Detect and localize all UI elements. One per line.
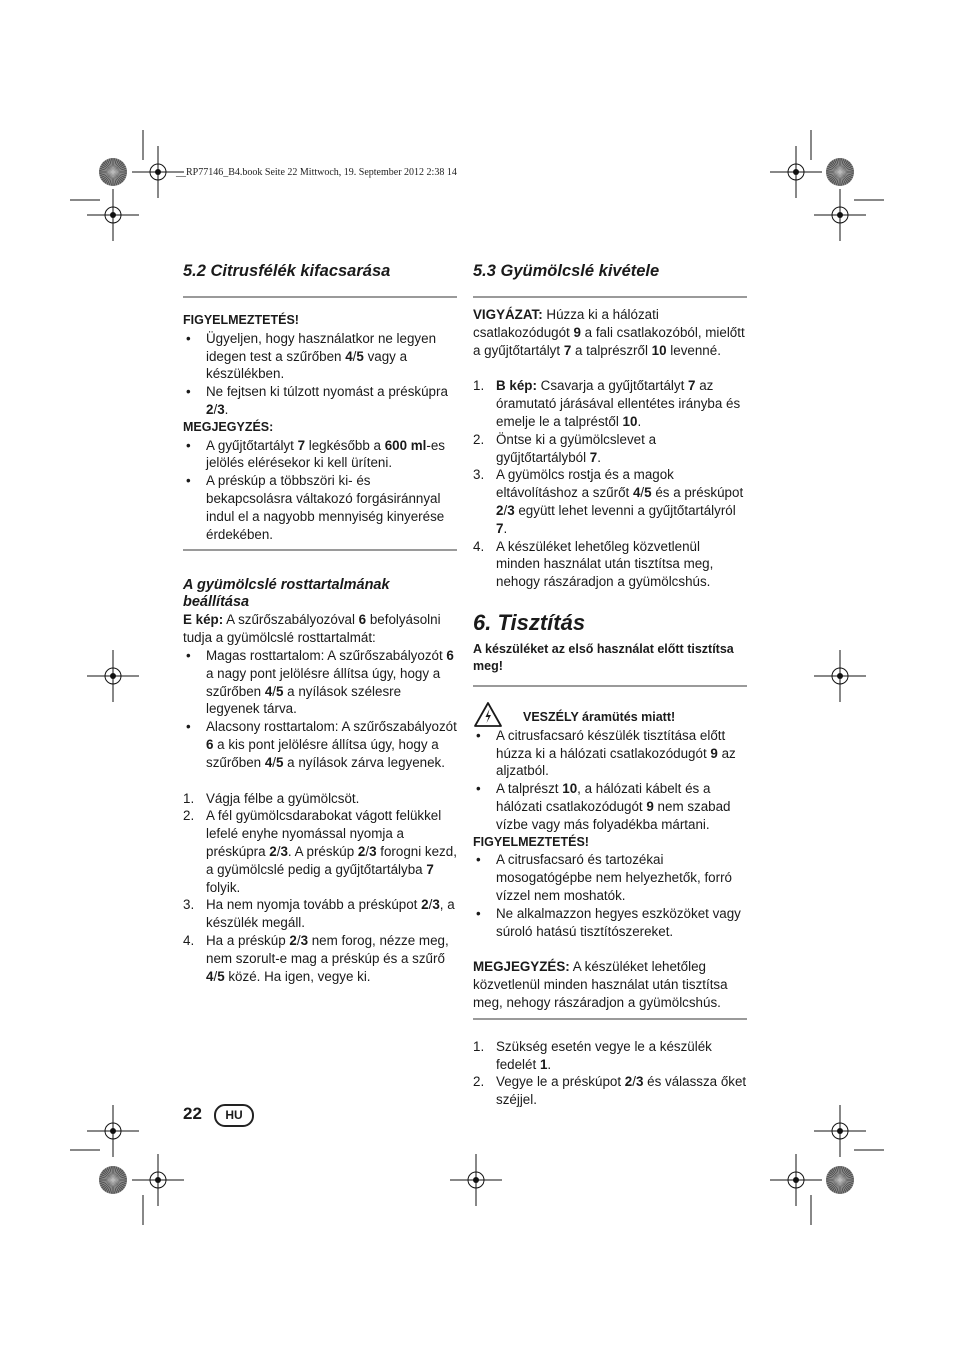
section-divider	[473, 1018, 747, 1020]
section-divider	[473, 685, 747, 687]
list-item: • Ne fejtsen ki túlzott nyomást a préskúpra 2/3.	[186, 384, 448, 417]
section-divider	[183, 549, 457, 551]
step-item: 2. A fél gyümölcsdarabokat vágott felükkel lefelé enyhe nyomással nyomja a préskúpra 2/3. A préskúp 2/3 forogni kezd, a gyümölcslé pedig a gyűjtőtartályba 7 folyik.	[183, 808, 457, 895]
warning-list	[473, 851, 747, 940]
fiber-list	[183, 647, 457, 772]
language-badge: HU	[214, 1104, 254, 1127]
section-5-2-title: 5.2 Citrusfélék kifacsarása	[183, 262, 391, 280]
electric-hazard-icon	[473, 701, 503, 728]
juicing-steps	[183, 790, 457, 986]
step-item: 1. Szükség esetén vegye le a készülék fedelét 1.	[473, 1038, 712, 1072]
warning-label: FIGYELMEZTETÉS!	[473, 834, 589, 849]
note-label: MEGJEGYZÉS:	[473, 959, 570, 975]
step-item: 4. Ha a préskúp 2/3 nem forog, nézze meg, nem szorult-e mag a préskúp és a szűrő 4/5 közé. Ha igen, vegye ki.	[183, 932, 449, 984]
figure-e-label: E kép:	[183, 612, 224, 628]
note-list	[183, 437, 457, 544]
step-item: 4. A készüléket lehetőleg közvetlenül minden használat után tisztítsa meg, nehogy rászáradjon a gyümölcshús.	[473, 538, 714, 590]
fiber-subsection-title: A gyümölcslé rosttartalmának beállítása	[183, 577, 390, 611]
list-item: • A gyűjtőtartályt 7 legkésőbb a 600 ml-es jelölés elérésekor ki kell üríteni.	[186, 437, 445, 471]
cleaning-steps	[473, 1038, 747, 1109]
section-6-title: 6. Tisztítás	[473, 609, 586, 635]
section-5-3-title: 5.3 Gyümölcslé kivétele	[473, 262, 660, 280]
list-item: • Alacsony rosttartalom: A szűrőszabályozót 6 a kis pont jelölésre állítsa úgy, hogy a szűrőben 4/5 a nyílások zárva legyenek.	[186, 719, 457, 770]
left-column	[183, 260, 457, 985]
caution-paragraph: VIGYÁZAT: Húzza ki a hálózati csatlakozódugót 9 a fali csatlakozóból, mielőtt a gyűjtőtartályt 7 a talprészről 10 levenné.	[473, 307, 745, 358]
list-item: • A talprészt 10, a hálózati kábelt és a hálózati csatlakozódugót 9 nem szabad vízbe vagy más folyadékba mártani.	[476, 781, 731, 832]
danger-list	[473, 727, 747, 834]
step-item: 3. A gyümölcs rostja és a magok eltávolításhoz a szűrőt 4/5 és a préskúpot 2/3 együtt lehet levenni a gyűjtőtartályról 7.	[473, 467, 744, 536]
section-divider	[183, 296, 457, 298]
step-item: 3. Ha nem nyomja tovább a préskúpot 2/3, a készülék megáll.	[183, 897, 455, 931]
note-paragraph	[473, 958, 747, 1011]
list-item: • Magas rosttartalom: A szűrőszabályozót 6 a nagy pont jelölésre állítsa úgy, hogy a szűrőben 4/5 a nyílások szélesre legyenek tárva.	[186, 647, 454, 717]
caution-label: VIGYÁZAT:	[473, 307, 543, 322]
note-label: MEGJEGYZÉS:	[183, 419, 274, 434]
removal-steps	[473, 377, 747, 591]
warning-label: FIGYELMEZTETÉS!	[183, 313, 299, 327]
list-item: • A préskúp a többszöri ki- és bekapcsolásra váltakozó forgásiránnyal indul el a nagyobb mennyiség kinyerése érdekében.	[186, 473, 445, 542]
danger-label: VESZÉLY áramütés miatt!	[523, 709, 676, 724]
step-item: 2. Öntse ki a gyümölcslevet a gyűjtőtartályból 7.	[473, 431, 657, 465]
section-divider	[473, 296, 747, 298]
right-column	[473, 260, 747, 1109]
list-item: • A citrusfacsaró és tartozékai mosogatógépbe nem helyezhetők, forró vízzel nem moshatók.	[476, 852, 732, 903]
step-item: 1. B kép: Csavarja a gyűjtőtartályt 7 az óramutató járásával ellentétes irányba és emelje le a talpréstől 10.	[473, 378, 741, 429]
list-item: • A citrusfacsaró készülék tisztítása előtt húzza ki a hálózati csatlakozódugót 9 az aljzatból.	[476, 727, 736, 779]
warning-list	[183, 330, 457, 419]
page-number: 22	[183, 1104, 202, 1123]
fiber-intro: E kép: A szűrőszabályozóval 6 befolyásolni tudja a gyümölcslé rosttartalmát:	[183, 612, 441, 646]
list-item: • Ne alkalmazzon hegyes eszközöket vagy súroló hatású tisztítószereket.	[476, 905, 741, 939]
step-item: 1. Vágja félbe a gyümölcsöt.	[183, 790, 360, 806]
print-info-line: __RP77146_B4.book Seite 22 Mittwoch, 19. September 2012 2:38 14	[176, 167, 457, 178]
list-item: • Ügyeljen, hogy használatkor ne legyen idegen test a szűrőben 4/5 vagy a készülékben.	[186, 330, 437, 382]
note-text: A készüléket lehetőleg közvetlenül minden használat után tisztítsa meg, nehogy rászáradjon a gyümölcshús.	[473, 959, 728, 1010]
step-item: 2. Vegye le a préskúpot 2/3 és válassza őket széjjel.	[473, 1074, 747, 1108]
first-use-note: A készüléket az első használat előtt tisztítsa meg!	[473, 641, 734, 673]
